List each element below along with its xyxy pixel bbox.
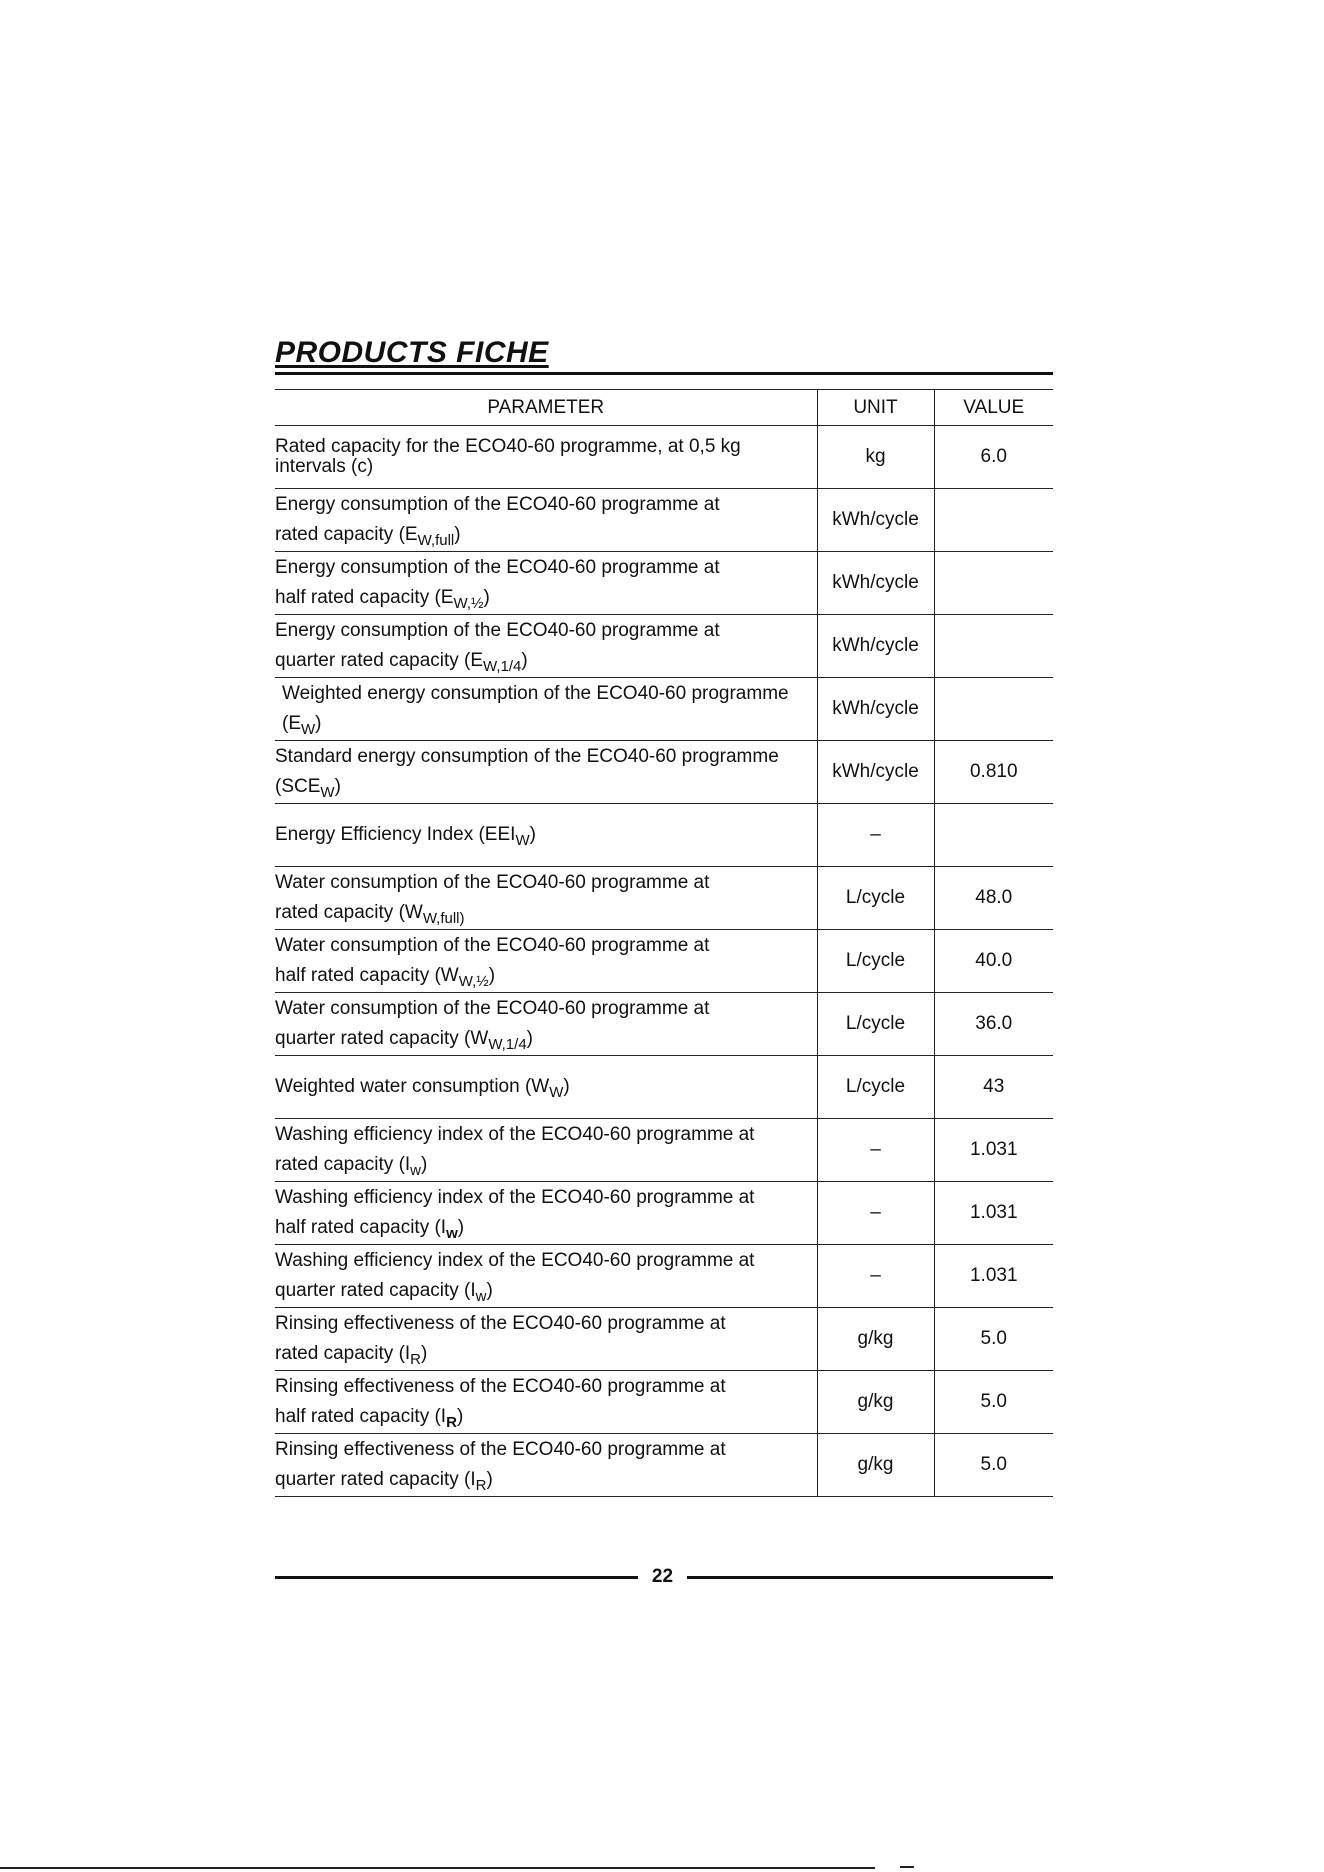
parameter-text: Energy Efficiency Index (EEI: [275, 824, 516, 845]
parameter-line-1: Water consumption of the ECO40-60 programme at: [275, 998, 710, 1019]
parameter-line-2: [275, 1276, 817, 1306]
value-cell: [934, 615, 1053, 678]
parameter-line-1: Rinsing effectiveness of the ECO40-60 programme at: [275, 1439, 726, 1460]
table-row: [275, 1182, 1053, 1245]
parameter-text: quarter rated capacity (I: [275, 1280, 476, 1301]
table-row: [275, 489, 1053, 552]
table-row: [275, 1245, 1053, 1308]
table-row: [275, 930, 1053, 993]
parameter-line-2: [275, 583, 817, 613]
table-row: [275, 426, 1053, 489]
value-cell: 1.031: [934, 1182, 1053, 1245]
value-cell: 1.031: [934, 1245, 1053, 1308]
parameter-subscript: w: [475, 1288, 487, 1305]
parameter-suffix: ): [315, 713, 322, 734]
value-cell: 6.0: [934, 426, 1053, 489]
parameter-cell: [275, 993, 817, 1056]
value-cell: 5.0: [934, 1434, 1053, 1497]
parameter-line-2: [275, 1465, 817, 1495]
page-number: 22: [651, 1566, 674, 1587]
parameter-line-1: Washing efficiency index of the ECO40-60 programme at: [275, 1250, 755, 1271]
parameter-text: rated capacity (I: [275, 1154, 411, 1175]
value-cell: 36.0: [934, 993, 1053, 1056]
table-row: [275, 1371, 1053, 1434]
title-block: [275, 336, 1053, 375]
value-cell: 40.0: [934, 930, 1053, 993]
parameter-line-2: [275, 457, 817, 477]
parameter-line-2: [282, 709, 817, 739]
parameter-cell: [275, 1056, 817, 1119]
parameter-cell: [275, 1119, 817, 1182]
parameter-text: quarter rated capacity (W: [275, 1028, 489, 1049]
parameter-line-1: Energy consumption of the ECO40-60 programme at: [275, 620, 720, 641]
unit-cell: kg: [817, 426, 934, 489]
header-value: VALUE: [934, 390, 1053, 426]
parameter-line-1: Water consumption of the ECO40-60 programme at: [275, 872, 710, 893]
parameter-suffix: ): [421, 1343, 428, 1364]
parameter-line-2: [275, 1402, 817, 1432]
parameter-cell: [275, 741, 817, 804]
value-cell: 5.0: [934, 1371, 1053, 1434]
unit-cell: kWh/cycle: [817, 615, 934, 678]
parameter-line-1: Washing efficiency index of the ECO40-60 programme at: [275, 1124, 755, 1145]
parameter-cell: [275, 489, 817, 552]
parameter-cell: [275, 1182, 817, 1245]
parameter-line-2: [275, 520, 817, 550]
parameter-line-2: [275, 961, 817, 991]
parameter-cell: [275, 615, 817, 678]
bottom-edge-mark: [900, 1866, 914, 1868]
table-row: [275, 867, 1053, 930]
parameter-subscript: w: [410, 1162, 422, 1179]
unit-cell: g/kg: [817, 1434, 934, 1497]
parameter-line-2: [275, 820, 817, 850]
parameter-cell: [275, 1308, 817, 1371]
footer-rule-left: [275, 1576, 638, 1579]
unit-cell: g/kg: [817, 1371, 934, 1434]
parameter-subscript: W,1/4: [483, 658, 522, 675]
parameter-subscript: W,½: [453, 595, 484, 612]
parameter-subscript: W,full: [417, 532, 455, 549]
parameter-subscript: W: [320, 784, 335, 801]
parameter-cell: [275, 804, 817, 867]
table-row: [275, 993, 1053, 1056]
parameter-line-1: Water consumption of the ECO40-60 programme at: [275, 935, 710, 956]
parameter-cell: [275, 1371, 817, 1434]
table-row: [275, 1056, 1053, 1119]
parameter-subscript: W,full): [422, 910, 465, 927]
unit-cell: L/cycle: [817, 993, 934, 1056]
parameter-subscript: W: [301, 721, 316, 738]
table-row: [275, 1119, 1053, 1182]
parameter-line-1: Washing efficiency index of the ECO40-60 programme at: [275, 1187, 755, 1208]
parameter-cell: [275, 1245, 817, 1308]
parameter-line-2: [275, 772, 817, 802]
parameter-text: rated capacity (E: [275, 524, 418, 545]
parameter-text: half rated capacity (I: [275, 1217, 447, 1238]
unit-cell: kWh/cycle: [817, 741, 934, 804]
value-cell: [934, 678, 1053, 741]
parameter-suffix: ): [521, 650, 528, 671]
header-parameter: PARAMETER: [275, 390, 817, 426]
parameter-subscript: W: [549, 1084, 564, 1101]
unit-cell: –: [817, 1245, 934, 1308]
parameter-text: rated capacity (I: [275, 1343, 411, 1364]
parameter-subscript: W,1/4: [488, 1036, 527, 1053]
parameter-subscript: R: [475, 1477, 487, 1494]
parameter-text: Weighted water consumption (W: [275, 1076, 550, 1097]
parameter-line-2: [275, 1213, 817, 1243]
unit-cell: kWh/cycle: [817, 489, 934, 552]
parameter-suffix: ): [454, 524, 461, 545]
parameter-subscript: R: [446, 1414, 457, 1431]
page-title: PRODUCTS FICHE: [275, 336, 549, 369]
table-row: [275, 1308, 1053, 1371]
table-row: [275, 1434, 1053, 1497]
table-row: [275, 678, 1053, 741]
parameter-suffix: ): [421, 1154, 428, 1175]
parameter-text: half rated capacity (I: [275, 1406, 447, 1427]
parameter-suffix: ): [457, 1217, 465, 1238]
footer-rule-right: [687, 1576, 1053, 1579]
parameter-cell: [275, 678, 817, 741]
parameter-text: half rated capacity (W: [275, 965, 459, 986]
products-fiche-table: [275, 389, 1053, 1497]
value-cell: [934, 552, 1053, 615]
unit-cell: –: [817, 1182, 934, 1245]
parameter-text: intervals (c): [275, 456, 374, 477]
parameter-cell: [275, 426, 817, 489]
unit-cell: –: [817, 1119, 934, 1182]
parameter-line-1: Rinsing effectiveness of the ECO40-60 programme at: [275, 1313, 726, 1334]
parameter-subscript: W,½: [458, 973, 489, 990]
page-footer: [275, 1566, 1053, 1588]
parameter-subscript: W: [515, 832, 530, 849]
parameter-line-2: [275, 1072, 817, 1102]
bottom-edge-rule: [0, 1867, 875, 1869]
unit-cell: kWh/cycle: [817, 552, 934, 615]
parameter-line-2: [275, 898, 817, 928]
parameter-suffix: ): [526, 1028, 533, 1049]
parameter-cell: [275, 930, 817, 993]
unit-cell: L/cycle: [817, 930, 934, 993]
parameter-line-1: Rated capacity for the ECO40-60 programme, at 0,5 kg: [275, 436, 741, 457]
header-unit: UNIT: [817, 390, 934, 426]
table-header-row: [275, 390, 1053, 426]
table-row: [275, 741, 1053, 804]
parameter-cell: [275, 867, 817, 930]
parameter-subscript: R: [410, 1351, 422, 1368]
parameter-line-2: [275, 1150, 817, 1180]
parameter-text: (SCE: [275, 776, 321, 797]
value-cell: 43: [934, 1056, 1053, 1119]
value-cell: [934, 489, 1053, 552]
parameter-subscript: w: [446, 1225, 458, 1242]
parameter-text: (E: [282, 713, 301, 734]
value-cell: 5.0: [934, 1308, 1053, 1371]
parameter-line-1: Weighted energy consumption of the ECO40-60 programme: [282, 683, 789, 704]
parameter-suffix: ): [486, 1280, 493, 1301]
unit-cell: –: [817, 804, 934, 867]
parameter-suffix: ): [486, 1469, 493, 1490]
parameter-suffix: ): [488, 965, 496, 986]
unit-cell: L/cycle: [817, 1056, 934, 1119]
parameter-line-2: [275, 646, 817, 676]
value-cell: 1.031: [934, 1119, 1053, 1182]
value-cell: 48.0: [934, 867, 1053, 930]
parameter-cell: [275, 1434, 817, 1497]
parameter-text: rated capacity (W: [275, 902, 423, 923]
parameter-suffix: ): [456, 1406, 464, 1427]
parameter-suffix: ): [334, 776, 341, 797]
table-row: [275, 615, 1053, 678]
parameter-text: quarter rated capacity (E: [275, 650, 484, 671]
unit-cell: g/kg: [817, 1308, 934, 1371]
parameter-suffix: ): [483, 587, 490, 608]
parameter-line-1: Energy consumption of the ECO40-60 programme at: [275, 494, 720, 515]
unit-cell: kWh/cycle: [817, 678, 934, 741]
parameter-suffix: ): [563, 1076, 570, 1097]
parameter-suffix: ): [529, 824, 536, 845]
parameter-text: quarter rated capacity (I: [275, 1469, 476, 1490]
parameter-line-1: Rinsing effectiveness of the ECO40-60 programme at: [275, 1376, 726, 1397]
parameter-line-2: [275, 1339, 817, 1369]
value-cell: 0.810: [934, 741, 1053, 804]
parameter-line-1: Energy consumption of the ECO40-60 programme at: [275, 557, 720, 578]
parameter-text: half rated capacity (E: [275, 587, 454, 608]
parameter-line-1: Standard energy consumption of the ECO40-60 programme: [275, 746, 779, 767]
value-cell: [934, 804, 1053, 867]
table-row: [275, 804, 1053, 867]
table-row: [275, 552, 1053, 615]
unit-cell: L/cycle: [817, 867, 934, 930]
parameter-line-2: [275, 1024, 817, 1054]
parameter-cell: [275, 552, 817, 615]
